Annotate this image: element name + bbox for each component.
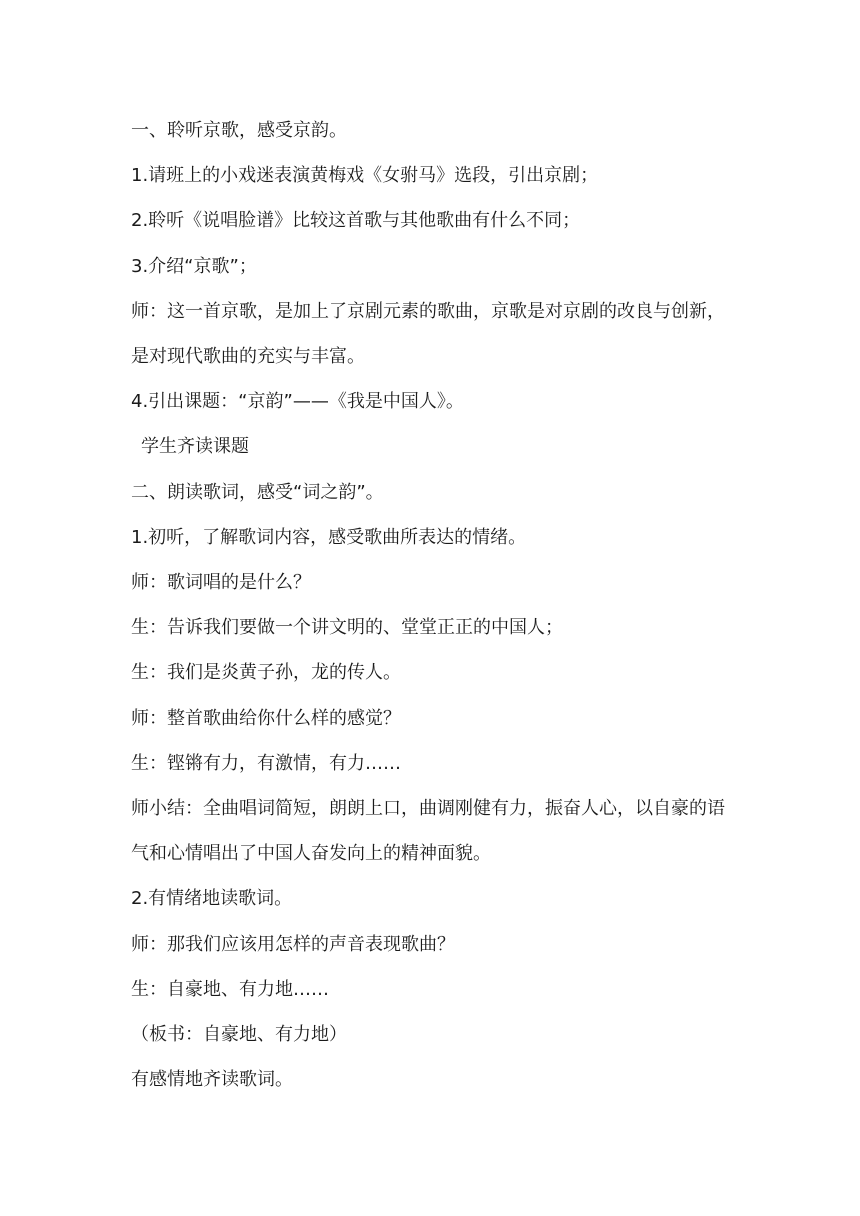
document-body: [131, 108, 741, 1102]
paragraph: 师小结：全曲唱词简短，朗朗上口，曲调刚健有力，振奋人心，以自豪的语气和心情唱出了中国人奋发向上的精神面貌。: [131, 798, 725, 865]
section-heading-1: 一、聆听京歌，感受京韵。: [131, 120, 347, 141]
paragraph: 生：自豪地、有力地……: [131, 978, 329, 1000]
paragraph: 1.初听，了解歌词内容，感受歌曲所表达的情绪。: [131, 526, 527, 548]
paragraph: 3.介绍“京歌”；: [131, 255, 257, 277]
paragraph: 4.引出课题：“京韵”——《我是中国人》。: [131, 391, 464, 413]
paragraph: 生：铿锵有力，有激情，有力……: [131, 752, 401, 774]
paragraph: 师：这一首京歌，是加上了京剧元素的歌曲，京歌是对京剧的改良与创新，是对现代歌曲的充实与丰富。: [131, 300, 725, 368]
paragraph: 生：告诉我们要做一个讲文明的、堂堂正正的中国人；: [131, 617, 563, 639]
paragraph: （板书：自豪地、有力地）: [131, 1024, 347, 1046]
paragraph: 学生齐读课题: [141, 436, 249, 458]
section-heading-2: 二、朗读歌词，感受“词之韵”。: [131, 481, 384, 503]
paragraph: 有感情地齐读歌词。: [131, 1069, 293, 1091]
paragraph: 师：歌词唱的是什么？: [131, 572, 311, 594]
paragraph: 1.请班上的小戏迷表演黄梅戏《女驸马》选段，引出京剧；: [131, 165, 599, 187]
paragraph: 2.聆听《说唱脸谱》比较这首歌与其他歌曲有什么不同；: [131, 210, 581, 232]
paragraph: 2.有情绪地读歌词。: [131, 888, 293, 910]
paragraph: 生：我们是炎黄子孙，龙的传人。: [131, 662, 401, 684]
paragraph: 师：整首歌曲给你什么样的感觉？: [131, 707, 401, 729]
paragraph: 师：那我们应该用怎样的声音表现歌曲？: [131, 933, 455, 955]
